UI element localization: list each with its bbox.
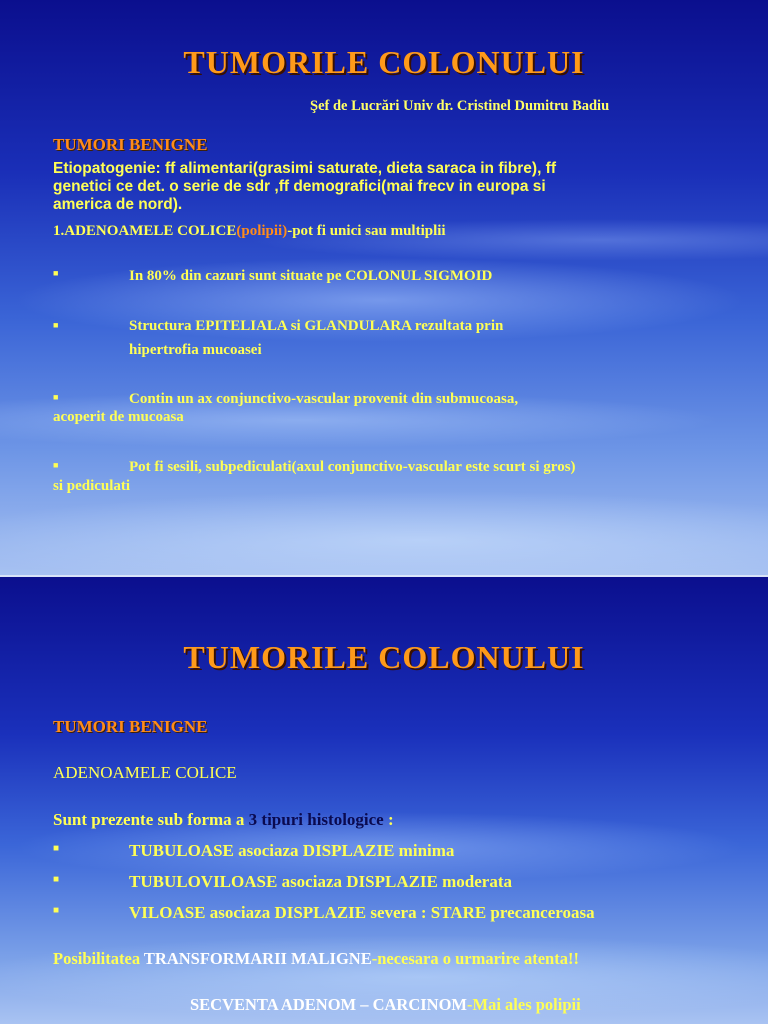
bullet-icon: ■ [53, 843, 60, 854]
slide-2-subtitle: TUMORI BENIGNE [53, 717, 208, 736]
slide-1-subtitle: TUMORI BENIGNE [53, 135, 208, 154]
slide-2-heading: ADENOAMELE COLICE [53, 763, 237, 782]
bullet-text: Contin un ax conjunctivo-vascular provenit din submucoasa, [129, 391, 519, 407]
adenom-heading [53, 223, 446, 240]
type-item: VILOASE asociaza DISPLAZIE severa : STARE precanceroasa [129, 903, 595, 922]
adenom-rest: -pot fi unici sau multiplii [287, 223, 446, 239]
bullet-icon: ■ [53, 460, 59, 470]
transform-text: Posibilitatea [53, 949, 144, 968]
bullet-icon: ■ [53, 392, 59, 402]
bullet-icon: ■ [53, 320, 59, 330]
author-line: Şef de Lucrări Univ dr. Cristinel Dumitru Badiu [310, 98, 610, 114]
bullet-text: si pediculati [53, 478, 131, 494]
etio-line: Etiopatogenie: ff alimentari(grasimi saturate, dieta saraca in fibre), ff [53, 160, 557, 177]
bullet-text: acoperit de mucoasa [53, 409, 184, 425]
etiopatogenie-paragraph [53, 160, 556, 214]
etio-line: genetici ce det. o serie de sdr ,ff demografici(mai frecv in europa si [53, 178, 546, 195]
bullet-icon: ■ [53, 874, 60, 885]
transform-highlight: TRANSFORMARII MALIGNE [143, 949, 372, 968]
slide-1-title: TUMORILE COLONULUI [183, 44, 585, 80]
type-item: TUBULOVILOASE asociaza DISPLAZIE moderata [129, 872, 513, 891]
bullet-icon: ■ [53, 905, 60, 916]
bullet-text: In 80% din cazuri sunt situate pe COLONUL SIGMOID [129, 268, 493, 284]
bullet-text: Structura EPITELIALA si GLANDULARA rezultata prin [129, 318, 504, 334]
sequence-rest: -Mai ales polipii [467, 995, 581, 1014]
intro-text: Sunt prezente sub forma a [53, 810, 249, 829]
adenom-heading-main: 1.ADENOAMELE COLICE [53, 223, 237, 239]
intro-colon: : [383, 810, 394, 829]
histologic-intro [53, 810, 394, 830]
bullet-text: hipertrofia mucoasei [129, 342, 262, 358]
sequence-text: SECVENTA ADENOM – CARCINOM [190, 995, 468, 1014]
adenom-polipi: (polipii) [236, 223, 288, 239]
etio-line: america de nord). [53, 196, 183, 213]
slide-2-title: TUMORILE COLONULUI [183, 639, 585, 675]
bullet-icon: ■ [53, 268, 59, 278]
malignant-transformation [53, 949, 579, 969]
type-item: TUBULOASE asociaza DISPLAZIE minima [129, 841, 455, 860]
transform-rest: -necesara o urmarire atenta!! [371, 949, 579, 968]
intro-highlight: 3 tipuri histologice [248, 810, 384, 829]
slide-2 [0, 577, 768, 1024]
bullet-text: Pot fi sesili, subpediculati(axul conjunctivo-vascular este scurt si gros) [129, 459, 576, 475]
adenoma-carcinoma-sequence [190, 995, 581, 1015]
